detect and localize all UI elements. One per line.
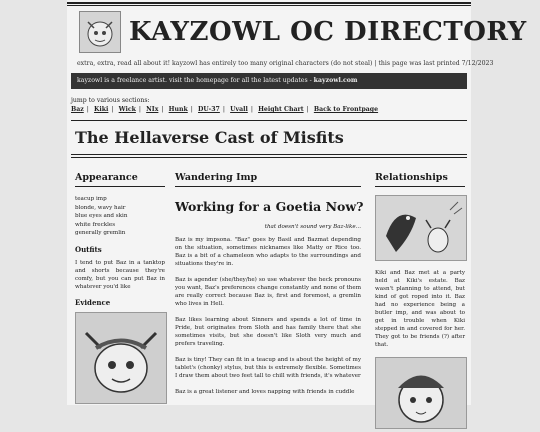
top-rule [67, 2, 471, 6]
notice-text: kayzowl is a freelance artist. visit the homepage for all the latest updates - [77, 77, 314, 84]
jump-link-du37[interactable]: DU-37 [198, 106, 220, 113]
logo-image [79, 11, 121, 53]
jump-link-nix[interactable]: NIx [146, 106, 159, 113]
relationships-column [375, 172, 465, 429]
section-title: The Hellaverse Cast of Misfits [75, 128, 344, 147]
homepage-link[interactable]: kayzowl.com [313, 77, 358, 84]
relationships-heading: Relationships [375, 172, 465, 187]
relationship-image-2 [375, 357, 467, 429]
divider [71, 120, 467, 121]
appearance-list [75, 195, 165, 238]
article-paragraph: Baz is tiny! They can fit in a teacup and is about the height of my tablet's (chonky) stylus, but this is extremely flexible. Sometimes I draw them about two feet tall to chill with friends, it's whatever [175, 357, 361, 379]
article-paragraph: Baz is my impsona. "Baz" goes by Basil and Bazmat depending on the situation, sometimes nicknames like Matty or Rice too. Baz is a bit of a chameleon who adapts to the surroundings and situations they're in. [175, 237, 361, 267]
double-divider [71, 154, 467, 158]
list-item: white freckles [75, 221, 116, 228]
jump-link-frontpage[interactable]: Back to Frontpage [313, 106, 379, 113]
page [67, 0, 527, 405]
page-title: KAYZOWL OC DIRECTORY [129, 17, 527, 47]
tagline: extra, extra, read all about it! kayzowl has entirely too many original characters (do not steal) | this page was last printed 7/12/2023 [77, 60, 494, 67]
outfits-text: I tend to put Baz in a tanktop and shorts because they're comfy, but you can put Baz in whatever you'd like [75, 259, 165, 290]
article-subline: that doesn't sound very Baz-like... [264, 224, 361, 230]
list-item: blonde, wavy hair [75, 204, 126, 211]
article-headline: Working for a Goetia Now? [175, 199, 364, 214]
appearance-column [75, 172, 165, 404]
article-paragraph: Baz is agender (she/they/he) so use whatever the heck pronouns you want, Baz's preferences change constantly and none of them are really correct because Baz is, first and foremost, a gremlin who lives in Hell. [175, 277, 361, 307]
jump-link-kiki[interactable]: Kiki [94, 106, 109, 113]
jump-link-hunk[interactable]: Hunk [168, 106, 188, 113]
list-item: teacup imp [75, 196, 107, 202]
article-paragraph: Baz is a great listener and loves napping with friends in cuddle [175, 389, 355, 395]
outfits-heading: Outfits [75, 244, 102, 254]
relationship-image [375, 195, 467, 261]
jump-links: Baz | Kiki | Wick | NIx | Hunk | DU-37 | Uvall | Height Chart | Back to Frontpage [71, 106, 379, 113]
jump-link-baz[interactable]: Baz [71, 106, 84, 113]
evidence-image [75, 312, 167, 404]
article-paragraph: Baz likes learning about Sinners and spends a lot of time in Pride, but originates from Sloth and has family there that she sometimes visits, but she doesn't like Sloth very much and prefers traveling. [175, 317, 361, 347]
jump-link-uvall[interactable]: Uvall [230, 106, 248, 113]
jump-link-wick[interactable]: Wick [118, 106, 136, 113]
jump-label: jump to various sections: [71, 97, 150, 104]
relationship-text: Kiki and Baz met at a party held at Kiki's estate. Baz wasn't planning to attend, but kind of got roped into it. Baz had no experience being a butler imp, and was about to get in trouble when Kiki stepped in and covered for her. They got to be friends (?) after that. [375, 270, 465, 348]
jump-link-height-chart[interactable]: Height Chart [258, 106, 304, 113]
appearance-heading: Appearance [75, 172, 165, 187]
notice-bar [71, 73, 467, 89]
evidence-heading: Evidence [75, 297, 111, 307]
list-item: blue eyes and skin [75, 213, 128, 219]
article-column [175, 172, 364, 404]
list-item: generally gremlin [75, 230, 126, 236]
article-kicker: Wandering Imp [175, 172, 361, 187]
